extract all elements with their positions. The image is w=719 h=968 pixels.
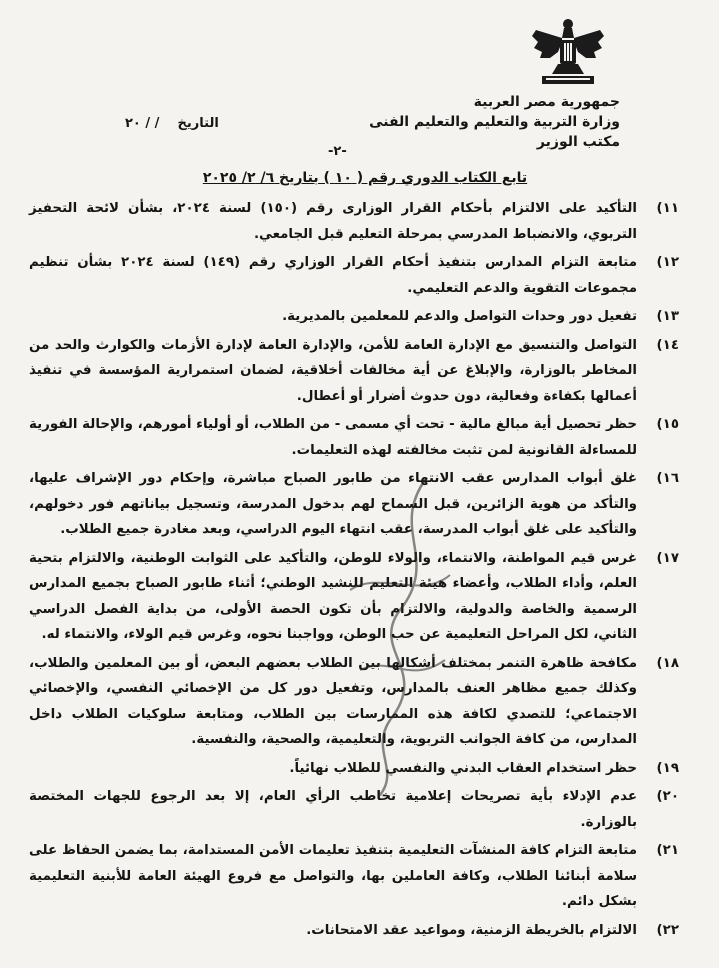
item-text: غلق أبواب المدارس عقب الانتهاء من طابور الصباح مباشرة، وإحكام دور الإشراف عليها، والتأكد من هوية الزائرين، قبل السماح لهم بدخول المدرسة، وتسجيل بياناتهم فور دخولهم، والتأكيد على غلق أبواب المدرسة، عقب انتهاء اليوم الدراسي، وبعد مغادرة جميع الطلاب. bbox=[29, 471, 637, 537]
header-office: مكتب الوزير bbox=[536, 134, 620, 150]
list-item bbox=[29, 838, 679, 915]
item-text: التواصل والتنسيق مع الإدارة العامة للأمن، والإدارة العامة لإدارة الأزمات والكوارث والحد من المخاطر بالوزارة، والإبلاغ عن أية مخالفات أخلاقية، لضمان استمرارية المؤسسة في تنفيذ أعمالها بكفاءة وفعالية، دون حدوث أضرار أو أعطال. bbox=[29, 337, 637, 404]
item-number: ١٥) bbox=[656, 417, 679, 432]
item-text: تفعيل دور وحدات التواصل والدعم للمعلمين بالمديرية. bbox=[282, 309, 637, 324]
item-text: متابعة التزام كافة المنشآت التعليمية بتنفيذ تعليمات الأمن المستدامة، بما يضمن الحفاظ على سلامة أبنائنا الطلاب، وكافة العاملين بها، والتواصل مع فروع الهيئة العامة للأبنية التعليمية بشكل دائم. bbox=[29, 843, 637, 909]
list-item bbox=[29, 196, 679, 247]
item-text: غرس قيم المواطنة، والانتماء، والولاء للوطن، والتأكيد على الثوابت الوطنية، والالتزام بتحية العلم، وأداء الطلاب، وأعضاء هيئة التعليم للنشيد الوطني؛ أثناء طابور الصباح بجميع المدارس الرسمية والخاصة والدولية، والالتزام بأن تكون الحصة الأولى، من بداية الفصل الدراسي الثاني، لكل المراحل التعليمية عن حب الوطن، وواجبنا نحوه، وغرس قيم الولاء، والانتماء له. bbox=[29, 550, 637, 642]
item-text: متابعة التزام المدارس بتنفيذ أحكام القرار الوزاري رقم (١٤٩) لسنة ٢٠٢٤ بشأن تنظيم مجموعات التقوية والدعم التعليمي. bbox=[29, 255, 637, 296]
item-number: ٢٠) bbox=[656, 789, 679, 804]
handwritten-signature-icon bbox=[330, 470, 470, 800]
item-text: حظر تحصيل أية مبالغ مالية - تحت أي مسمى - من الطلاب، أو أولياء أمورهم، والإحالة الفورية للمساءلة القانونية لمن تثبت مخالفته لهذه التعليمات. bbox=[29, 417, 637, 458]
item-text: حظر استخدام العقاب البدني والنفسي للطلاب نهائياً. bbox=[289, 760, 637, 776]
list-item bbox=[29, 412, 679, 463]
list-item bbox=[29, 250, 679, 301]
date-field bbox=[125, 116, 219, 131]
list-item bbox=[29, 304, 679, 330]
eagle-emblem-icon bbox=[528, 12, 608, 90]
item-text: عدم الإدلاء بأية تصريحات إعلامية تخاطب الرأي العام، إلا بعد الرجوع للجهات المختصة بالوزارة. bbox=[29, 789, 637, 830]
item-number: ١٧) bbox=[656, 550, 679, 566]
item-number: ٢١) bbox=[656, 843, 679, 858]
header-country: جمهورية مصر العربية bbox=[473, 94, 620, 110]
document-title: تابع الكتاب الدوري رقم ( ١٠ ) بتاريخ ٦/ ٢/ ٢٠٢٥ bbox=[202, 170, 528, 186]
item-number: ١٦) bbox=[656, 471, 679, 486]
ministry-header bbox=[360, 92, 620, 152]
item-number: ١١) bbox=[656, 201, 679, 216]
list-item bbox=[29, 918, 679, 944]
item-text: التأكيد على الالتزام بأحكام القرار الوزارى رقم (١٥٠) لسنة ٢٠٢٤، بشأن لائحة التحفيز التربوي، والانضباط المدرسي بمرحلة التعليم قبل الجامعي. bbox=[29, 201, 638, 242]
date-value: / / ٢٠ bbox=[125, 116, 160, 131]
date-label: التاريخ bbox=[177, 116, 219, 131]
item-text: الالتزام بالخريطة الزمنية، ومواعيد عقد الامتحانات. bbox=[306, 922, 637, 938]
list-item bbox=[29, 333, 679, 410]
item-number: ١٢) bbox=[656, 255, 679, 270]
item-text: مكافحة ظاهرة التنمر بمختلف أشكالها بين الطلاب بعضهم البعض، أو بين المعلمين والطلاب، وكذلك جميع مظاهر العنف بالمدارس، وتفعيل دور كل من الإخصائي النفسي، والإخصائي الاجتماعي؛ للتصدي لكافة هذه الممارسات بين الطلاب، ومتابعة سلوكيات الطلاب داخل المدارس، من كافة الجوانب التربوية، والتعليمية، والصحية، والنفسية. bbox=[29, 655, 637, 747]
item-number: ١٤) bbox=[656, 337, 679, 353]
header-ministry: وزارة التربية والتعليم والتعليم الفنى bbox=[369, 114, 620, 130]
item-number: ٢٢) bbox=[656, 922, 679, 938]
page-number: -٢- bbox=[328, 144, 347, 159]
item-number: ١٨) bbox=[656, 655, 679, 671]
item-number: ١٣) bbox=[656, 309, 679, 324]
item-number: ١٩) bbox=[656, 760, 679, 776]
